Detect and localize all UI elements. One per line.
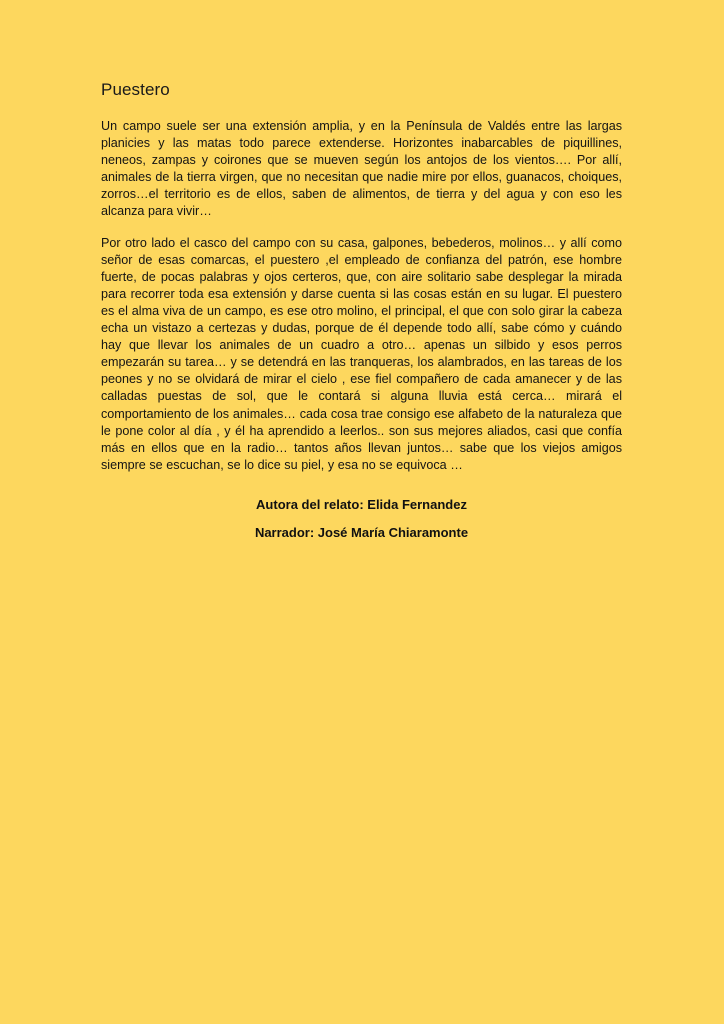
body-paragraph-2: Por otro lado el casco del campo con su casa, galpones, bebederos, molinos… y allí como señor de esas comarcas, el puestero ,el empleado de confianza del patrón, ese hombre fuerte, de pocas palabras y ojos certeros, que, con aire solitario sabe desplegar la mirada para recorrer toda esa extensión y darse cuenta si las cosas están en su lugar. El puestero es el alma viva de un campo, es ese otro molino, el principal, el que con solo girar la cabeza echa un vistazo a certezas y dudas, porque de él depende todo allí, sabe cómo y cuándo hay que llevar los animales de un cuadro a otro… apenas un silbido y esos perros empezarán su tarea… y se detendrá en las tranqueras, los alambrados, en las tareas de los peones y no se olvidará de mirar el cielo , ese fiel compañero de cada amanecer y de las calladas puestas de sol, que le contará si alguna lluvia está cerca… mirará el comportamiento de los animales… cada cosa trae consigo ese alfabeto de la naturaleza que le pone color al día , y él ha aprendido a leerlos.. son sus mejores aliados, casi que confía más en ellos que en la radio… tantos años llevan juntos… sabe que los viejos amigos siempre se escuchan, se lo dice su piel, y esa no se equivoca …: [101, 235, 622, 472]
credit-author: Autora del relato: Elida Fernandez: [256, 496, 467, 512]
credit-narrator: Narrador: José María Chiaramonte: [254, 524, 469, 540]
page-title: Puestero: [101, 80, 170, 99]
body-paragraph-1: Un campo suele ser una extensión amplia, y en la Península de Valdés entre las largas planicies y las matas todo parece extenderse. Horizontes inabarcables de piquillines, neneos, zampas y coirones que se mueven según los antojos de los vientos…. Por allí, animales de la tierra virgen, que no necesitan que nadie mire por ellos, guanacos, choiques, zorros…el territorio es de ellos, saben de alimentos, de tierra y del agua y con eso les alcanza para vivir…: [101, 119, 622, 219]
document-content: [101, 80, 622, 541]
credits-block: [101, 496, 622, 541]
